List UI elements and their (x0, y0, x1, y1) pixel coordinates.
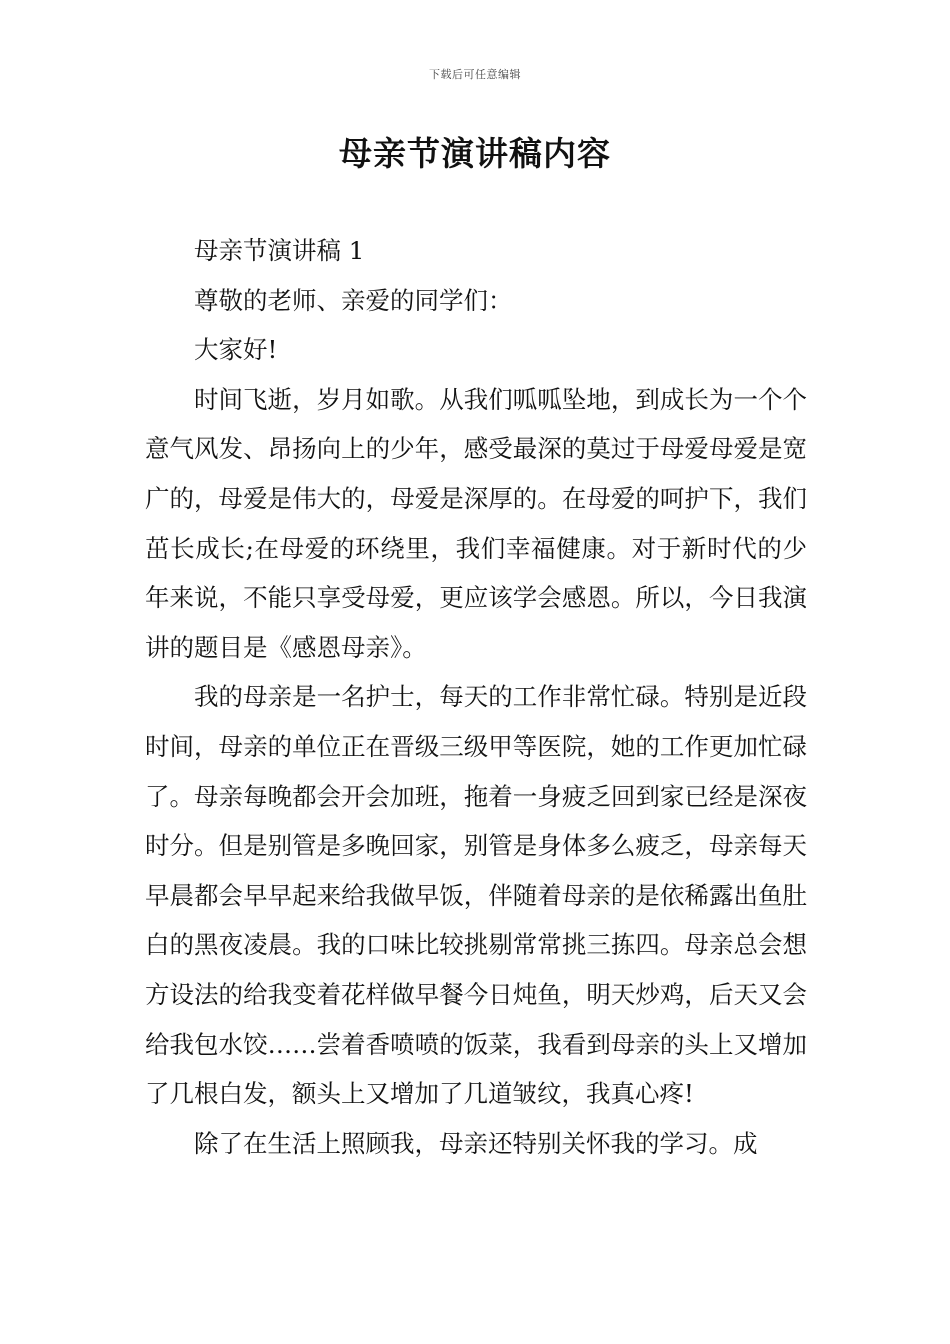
body-paragraph: 我的母亲是一名护士，每天的工作非常忙碌。特别是近段时间，母亲的单位正在晋级三级甲等医院，她的工作更加忙碌了。母亲每晚都会开会加班，拖着一身疲乏回到家已经是深夜时分。但是别管是多晚回家，别管是身体多么疲乏，母亲每天早晨都会早早起来给我做早饭，伴随着母亲的是依稀露出鱼肚白的黑夜凌晨。我的口味比较挑剔常常挑三拣四。母亲总会想方设法的给我变着花样做早餐今日炖鱼，明天炒鸡，后天又会给我包水饺……尝着香喷喷的饭菜，我看到母亲的头上又增加了几根白发，额头上又增加了几道皱纹，我真心疼! (145, 682, 807, 1109)
body-paragraph: 除了在生活上照顾我，母亲还特别关怀我的学习。成 (194, 1128, 758, 1158)
section-heading: 母亲节演讲稿 1 (194, 236, 365, 265)
document-title: 母亲节演讲稿内容 (339, 134, 611, 173)
header-note: 下载后可任意编辑 (429, 68, 521, 81)
greeting: 大家好! (194, 335, 278, 365)
body-paragraph: 时间飞逝，岁月如歌。从我们呱呱坠地，到成长为一个个意气风发、昂扬向上的少年，感受最深的莫过于母爱母爱是宽广的，母爱是伟大的，母爱是深厚的。在母爱的呵护下，我们茁长成长;在母爱的环绕里，我们幸福健康。对于新时代的少年来说，不能只享受母爱，更应该学会感恩。所以，今日我演讲的题目是《感恩母亲》。 (145, 384, 807, 662)
document-body (145, 226, 807, 1168)
salutation: 尊敬的老师、亲爱的同学们： (194, 285, 513, 315)
